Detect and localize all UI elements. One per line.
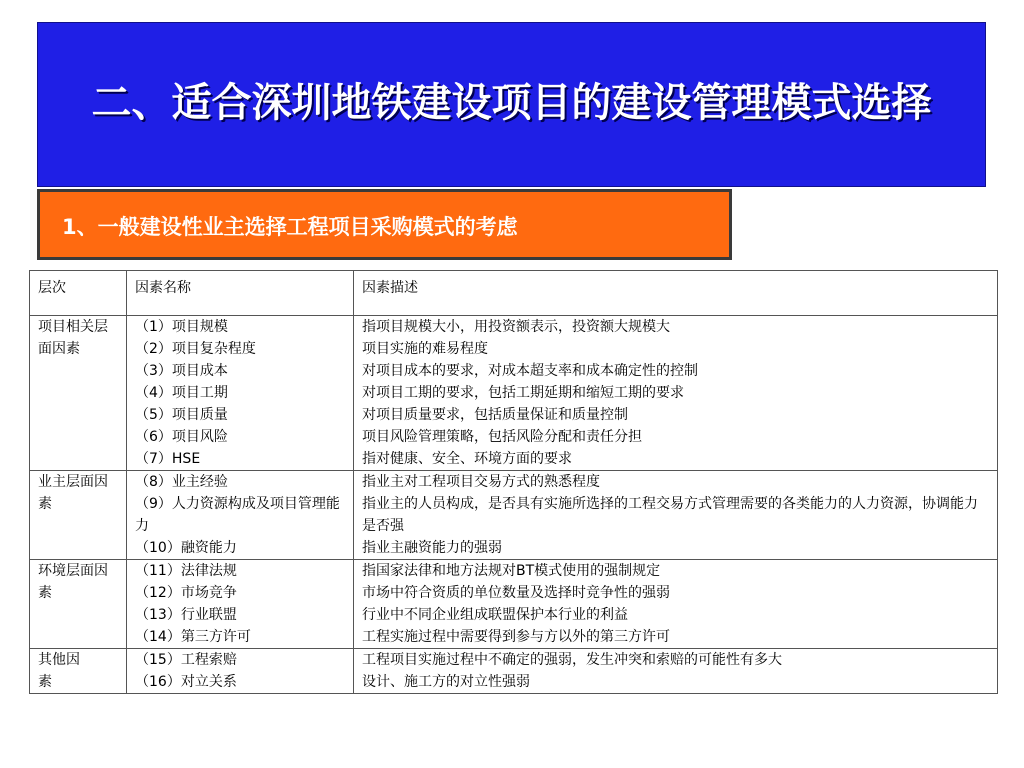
factor-name: （9）人力资源构成及项目管理能力 (135, 496, 340, 534)
factor-name: （13）行业联盟 (135, 607, 237, 623)
factor-description: 指国家法律和地方法规对BT模式使用的强制规定 (362, 563, 661, 579)
factor-description: 指业主的人员构成，是否具有实施所选择的工程交易方式管理需要的各类能力的人力资源，协调能力是否强 (362, 496, 978, 534)
factor-description: 工程项目实施过程中不确定的强弱，发生冲突和索赔的可能性有多大 (362, 652, 782, 668)
factor-names-cell (127, 471, 354, 560)
factor-name: （15）工程索赔 (135, 652, 237, 668)
factor-descs-cell (354, 649, 998, 694)
factor-name: （8）业主经验 (135, 474, 228, 490)
factor-name: （14）第三方许可 (135, 629, 251, 645)
factor-name: （5）项目质量 (135, 407, 228, 423)
factor-name: （11）法律法规 (135, 563, 237, 579)
table-row (30, 560, 998, 649)
header-factor-name: 因素名称 (127, 271, 354, 316)
page-title: 二、适合深圳地铁建设项目的建设管理模式选择 (91, 79, 932, 126)
level-label: 项目相关层面因素 (38, 319, 108, 357)
factor-description: 指对健康、安全、环境方面的要求 (362, 451, 572, 467)
factor-description: 设计、施工方的对立性强弱 (362, 674, 530, 690)
factor-name: （7）HSE (135, 451, 201, 467)
factor-descs-cell (354, 471, 998, 560)
table-row (30, 471, 998, 560)
level-label: 环境层面因素 (38, 563, 108, 601)
factor-names-cell (127, 649, 354, 694)
title-banner (37, 22, 986, 187)
factor-description: 指项目规模大小，用投资额表示，投资额大规模大 (362, 319, 670, 335)
factor-description: 对项目成本的要求，对成本超支率和成本确定性的控制 (362, 363, 698, 379)
level-cell (30, 316, 127, 471)
header-factor-description: 因素描述 (354, 271, 998, 316)
factor-name: （16）对立关系 (135, 674, 237, 690)
factor-name: （2）项目复杂程度 (135, 341, 256, 357)
factor-description: 指业主融资能力的强弱 (362, 540, 502, 556)
factor-description: 项目风险管理策略，包括风险分配和责任分担 (362, 429, 642, 445)
section-subtitle: 1、一般建设性业主选择工程项目采购模式的考虑 (62, 214, 518, 239)
factor-description: 指业主对工程项目交易方式的熟悉程度 (362, 474, 600, 490)
subtitle-box (37, 189, 732, 260)
level-cell (30, 471, 127, 560)
table-row (30, 316, 998, 471)
factor-description: 行业中不同企业组成联盟保护本行业的利益 (362, 607, 628, 623)
level-label: 业主层面因素 (38, 474, 108, 512)
table-header-row (30, 271, 998, 316)
factor-name: （10）融资能力 (135, 540, 237, 556)
header-level: 层次 (30, 271, 127, 316)
factor-description: 项目实施的难易程度 (362, 341, 488, 357)
factor-description: 工程实施过程中需要得到参与方以外的第三方许可 (362, 629, 670, 645)
factor-description: 对项目工期的要求，包括工期延期和缩短工期的要求 (362, 385, 684, 401)
factor-description: 对项目质量要求，包括质量保证和质量控制 (362, 407, 628, 423)
factor-description: 市场中符合资质的单位数量及选择时竞争性的强弱 (362, 585, 670, 601)
factor-name: （6）项目风险 (135, 429, 228, 445)
table-row (30, 649, 998, 694)
factor-name: （1）项目规模 (135, 319, 228, 335)
level-cell (30, 649, 127, 694)
factor-names-cell (127, 316, 354, 471)
level-cell (30, 560, 127, 649)
factors-table (29, 270, 998, 694)
factor-names-cell (127, 560, 354, 649)
level-label: 其他因素 (38, 652, 80, 690)
factor-descs-cell (354, 316, 998, 471)
factor-name: （4）项目工期 (135, 385, 228, 401)
factor-name: （12）市场竞争 (135, 585, 237, 601)
factor-name: （3）项目成本 (135, 363, 228, 379)
factor-descs-cell (354, 560, 998, 649)
